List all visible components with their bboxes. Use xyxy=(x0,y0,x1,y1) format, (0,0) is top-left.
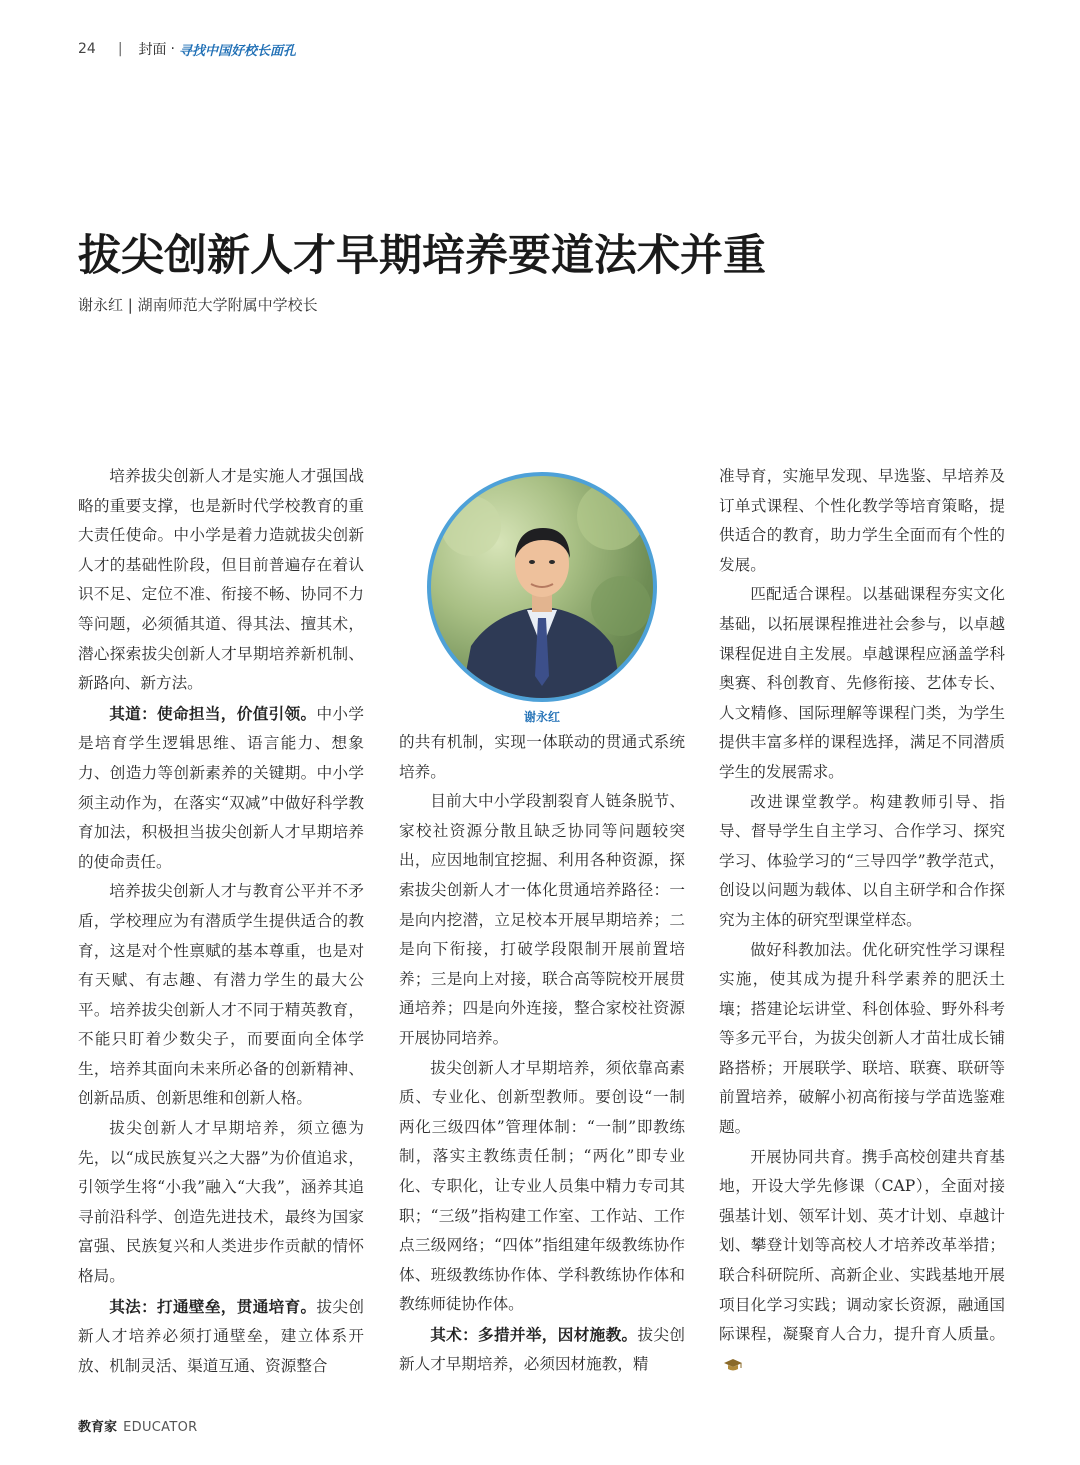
paragraph-text: 匹配适合课程。以基础课程夯实文化基础，以拓展课程推进社会参与，以卓越课程促进自主发展。卓越课程应涵盖学科奥赛、科创教育、先修衔接、艺体专长、人文精修、国际理解等课程门类，为学生提供丰富多样的课程选择，满足不同潜质学生的发展需求。 xyxy=(719,585,1005,781)
paragraph xyxy=(719,1143,1005,1380)
paragraph-text: 准导育，实施早发现、早选鉴、早培养及订单式课程、个性化教学等培育策略，提供适合的教育，助力学生全面而有个性的发展。 xyxy=(719,467,1005,574)
paragraph xyxy=(78,1292,364,1382)
paragraph-text: 改进课堂教学。构建教师引导、指导、督导学生自主学习、合作学习、探究学习、体验学习的“三导四学”教学范式，创设以问题为载体、以自主研学和合作探究为主体的研究型课堂样态。 xyxy=(719,792,1005,929)
text-column-1 xyxy=(78,462,364,1381)
paragraph xyxy=(399,1320,685,1380)
paragraph-text: 的共有机制，实现一体联动的贯通式系统培养。 xyxy=(399,733,685,781)
portrait-photo xyxy=(427,472,657,702)
author-portrait xyxy=(427,472,657,724)
paragraph-text: 开展协同共育。携手高校创建共育基地，开设大学先修课（CAP），全面对接强基计划、领军计划、英才计划、卓越计划、攀登计划等高校人才培养改革举措；联合科研院所、高新企业、实践基地开展项目化学习实践；调动家长资源，融通国际课程，凝聚育人合力，提升育人质量。 xyxy=(719,1147,1005,1344)
text-column-2 xyxy=(399,728,685,1380)
portrait-caption: 谢永红 xyxy=(523,710,560,724)
footer xyxy=(78,1416,197,1435)
paragraph xyxy=(399,787,685,1053)
paragraph xyxy=(78,462,364,699)
article-title: 拔尖创新人才早期培养要道法术并重 xyxy=(78,231,766,281)
text-column-3 xyxy=(719,462,1005,1379)
paragraph xyxy=(719,580,1005,787)
paragraph xyxy=(399,728,685,787)
header-separator: | xyxy=(117,41,123,57)
paragraph xyxy=(719,788,1005,936)
magazine-name-en: EDUCATOR xyxy=(123,1420,198,1435)
header-dot: · xyxy=(170,41,175,57)
paragraph-text: 拔尖创新人才早期培养，须依靠高素质、专业化、创新型教师。要创设“一制两化三级四体”管理体制：“一制”即教练制，落实主教练责任制；“两化”即专业化、专职化，让专业人员集中精力专司其职；“三级”指构建工作室、工作站、工作点三级网络；“四体”指组建年级教练协作体、班级教练协作体、学科教练协作体和教练师徒协作体。 xyxy=(399,1058,685,1314)
paragraph-lead: 其术：多措并举，因材施教。 xyxy=(430,1324,638,1344)
paragraph-text: 做好科教加法。优化研究性学习课程实施，使其成为提升科学素养的肥沃土壤；搭建论坛讲堂、科创体验、野外科考等多元平台，为拔尖创新人才苗壮成长铺路搭桥；开展联学、联培、联赛、联研等前置培养，破解小初高衔接与学苗选鉴难题。 xyxy=(719,940,1005,1137)
paragraph xyxy=(719,462,1005,580)
paragraph xyxy=(78,699,364,878)
paragraph-text: 拔尖创新人才培养必须打通壁垒，建立体系开放、机制灵活、渠道互通、资源整合 xyxy=(78,1297,364,1375)
series-name: 寻找中国好校长面孔 xyxy=(179,43,297,59)
paragraph-text: 目前大中小学段割裂育人链条脱节、家校社资源分散且缺乏协同等问题较突出，应因地制宜挖掘、利用各种资源，探索拔尖创新人才一体化贯通培养路径：一是向内挖潜，立足校本开展早期培养；二是向下衔接，打破学段限制开展前置培养；三是向上对接，联合高等院校开展贯通培养；四是向外连接，整合家校社资源开展协同培养。 xyxy=(399,792,685,1047)
page-number: 24 xyxy=(78,41,96,57)
paragraph-lead: 其法：打通壁垒，贯通培育。 xyxy=(109,1296,317,1316)
portrait-illustration xyxy=(431,476,653,698)
paragraph xyxy=(78,1114,364,1292)
running-header xyxy=(78,38,296,60)
paragraph xyxy=(78,877,364,1114)
paragraph-text: 培养拔尖创新人才是实施人才强国战略的重要支撑，也是新时代学校教育的重大责任使命。中小学是着力造就拔尖创新人才的基础性阶段，但目前普遍存在着认识不足、定位不准、衔接不畅、协同不力等问题，必须循其道、得其法、擅其术，潜心探索拔尖创新人才早期培养新机制、新路向、新方法。 xyxy=(78,467,364,693)
paragraph xyxy=(399,1054,685,1320)
section-name: 封面 xyxy=(138,42,167,58)
magazine-name-cn: 教育家 xyxy=(78,1420,118,1435)
byline: 谢永红 | 湖南师范大学附属中学校长 xyxy=(78,296,318,314)
paragraph-lead: 其道：使命担当，价值引领。 xyxy=(109,703,317,723)
paragraph-text: 培养拔尖创新人才与教育公平并不矛盾，学校理应为有潜质学生提供适合的教育，这是对个性禀赋的基本尊重，也是对有天赋、有志趣、有潜力学生的最大公平。培养拔尖创新人才不同于精英教育，不能只盯着少数尖子，而要面向全体学生，培养其面向未来所必备的创新精神、创新品质、创新思维和创新人格。 xyxy=(78,882,364,1108)
graduation-cap-icon xyxy=(723,1358,743,1372)
paragraph xyxy=(719,936,1005,1143)
paragraph-text: 中小学是培育学生逻辑思维、语言能力、想象力、创造力等创新素养的关键期。中小学须主动作为，在落实“双减”中做好科学教育加法，积极担当拔尖创新人才早期培养的使命责任。 xyxy=(78,704,364,871)
paragraph-text: 拔尖创新人才早期培养，须立德为先，以“成民族复兴之大器”为价值追求，引领学生将“小我”融入“大我”，涵养其追寻前沿科学、创造先进技术，最终为国家富强、民族复兴和人类进步作贡献的情怀格局。 xyxy=(78,1119,364,1286)
paragraph-text: 拔尖创新人才早期培养，必须因材施教，精 xyxy=(399,1325,685,1374)
